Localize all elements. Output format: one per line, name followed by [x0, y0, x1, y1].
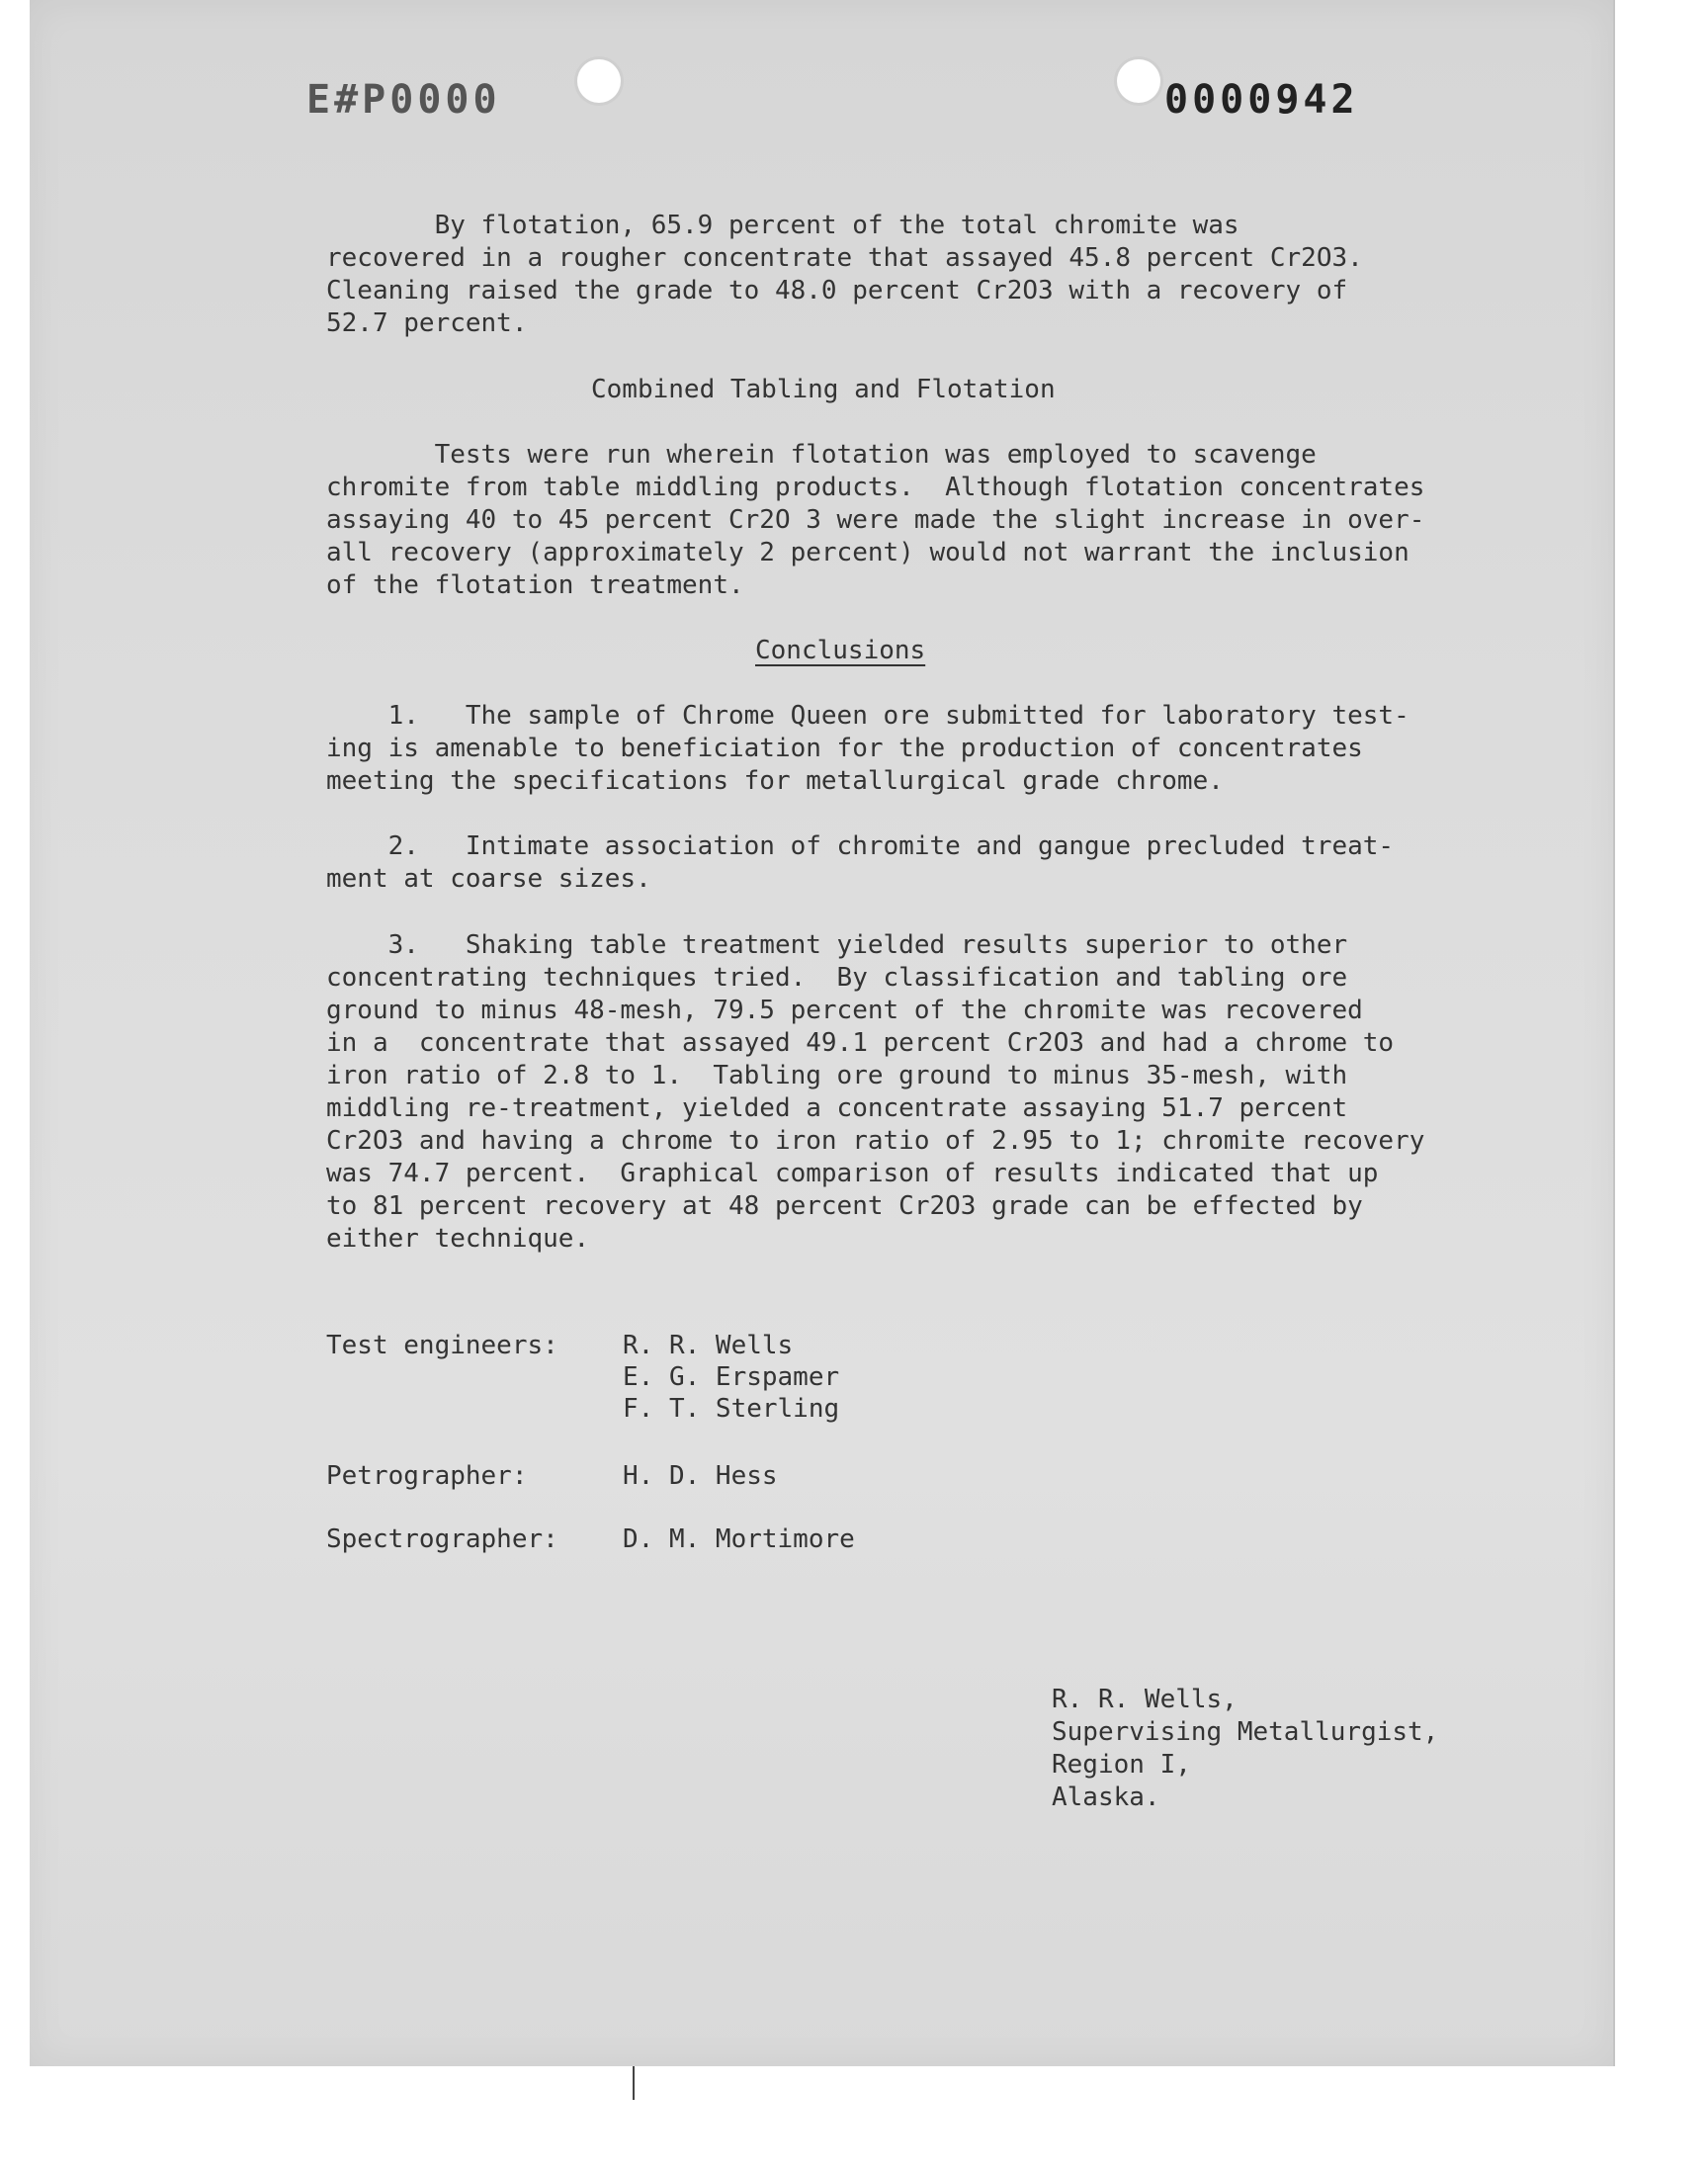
scan-edge-mark: [633, 2066, 635, 2100]
conclusion-3-line-7: Cr2O3 and having a chrome to iron ratio of 2.95 to 1; chromite recovery: [326, 1126, 1425, 1156]
conclusion-3-line-8: was 74.7 percent. Graphical comparison of results indicated that up: [326, 1159, 1379, 1188]
punch-hole-right: [1117, 59, 1160, 103]
section-heading-conclusions: Conclusions: [755, 636, 926, 665]
combined-line-5: of the flotation treatment.: [326, 570, 744, 600]
test-engineer-name: F. T. Sterling: [623, 1394, 840, 1424]
conclusion-2-line-2: ment at coarse sizes.: [326, 864, 651, 894]
combined-line-2: chromite from table middling products. Although flotation concentrates: [326, 473, 1425, 502]
section-heading-combined: Combined Tabling and Flotation: [591, 375, 1056, 404]
conclusion-3-line-6: middling re-treatment, yielded a concentrate assaying 51.7 percent: [326, 1093, 1348, 1123]
test-engineer-name: R. R. Wells: [623, 1331, 794, 1360]
punch-hole-left: [577, 59, 621, 103]
petrographer-label: Petrographer:: [326, 1461, 528, 1491]
conclusion-3-line-3: ground to minus 48-mesh, 79.5 percent of the chromite was recovered: [326, 996, 1363, 1025]
spectrographer-name: D. M. Mortimore: [623, 1524, 855, 1554]
signature-line-3: Region I,: [1052, 1750, 1191, 1780]
document-number-stamp: 0000942: [1164, 77, 1359, 123]
flotation-line-2: recovered in a rougher concentrate that assayed 45.8 percent Cr2O3.: [326, 243, 1363, 273]
conclusion-3-line-4: in a concentrate that assayed 49.1 percent Cr2O3 and had a chrome to: [326, 1028, 1395, 1058]
combined-line-4: all recovery (approximately 2 percent) would not warrant the inclusion: [326, 538, 1409, 567]
signature-line-4: Alaska.: [1052, 1783, 1160, 1812]
conclusion-1-line-2: ing is amenable to beneficiation for the production of concentrates: [326, 734, 1363, 763]
signature-line-1: R. R. Wells,: [1052, 1685, 1238, 1714]
conclusion-2-line-1: 2. Intimate association of chromite and gangue precluded treat-: [326, 831, 1395, 861]
conclusion-3-line-5: iron ratio of 2.8 to 1. Tabling ore ground to minus 35-mesh, with: [326, 1061, 1348, 1090]
combined-line-3: assaying 40 to 45 percent Cr2O 3 were made the slight increase in over-: [326, 505, 1425, 535]
combined-line-1: Tests were run wherein flotation was employed to scavenge: [326, 440, 1317, 470]
signature-line-2: Supervising Metallurgist,: [1052, 1717, 1439, 1747]
flotation-line-1: By flotation, 65.9 percent of the total chromite was: [326, 211, 1239, 240]
flotation-line-4: 52.7 percent.: [326, 308, 528, 338]
conclusion-3-line-2: concentrating techniques tried. By classification and tabling ore: [326, 963, 1348, 993]
petrographer-name: H. D. Hess: [623, 1461, 778, 1491]
conclusion-3-line-1: 3. Shaking table treatment yielded results superior to other: [326, 930, 1348, 960]
test-engineer-name: E. G. Erspamer: [623, 1362, 840, 1392]
spectrographer-label: Spectrographer:: [326, 1524, 558, 1554]
conclusion-3-line-9: to 81 percent recovery at 48 percent Cr2O3 grade can be effected by: [326, 1191, 1363, 1221]
test-engineers-label: Test engineers:: [326, 1331, 558, 1360]
flotation-line-3: Cleaning raised the grade to 48.0 percent Cr2O3 with a recovery of: [326, 276, 1348, 305]
conclusion-1-line-1: 1. The sample of Chrome Queen ore submitted for laboratory test-: [326, 701, 1409, 731]
conclusion-1-line-3: meeting the specifications for metallurgical grade chrome.: [326, 766, 1224, 796]
document-stamp-left: E#P0000: [306, 77, 501, 123]
conclusion-3-line-10: either technique.: [326, 1224, 590, 1254]
